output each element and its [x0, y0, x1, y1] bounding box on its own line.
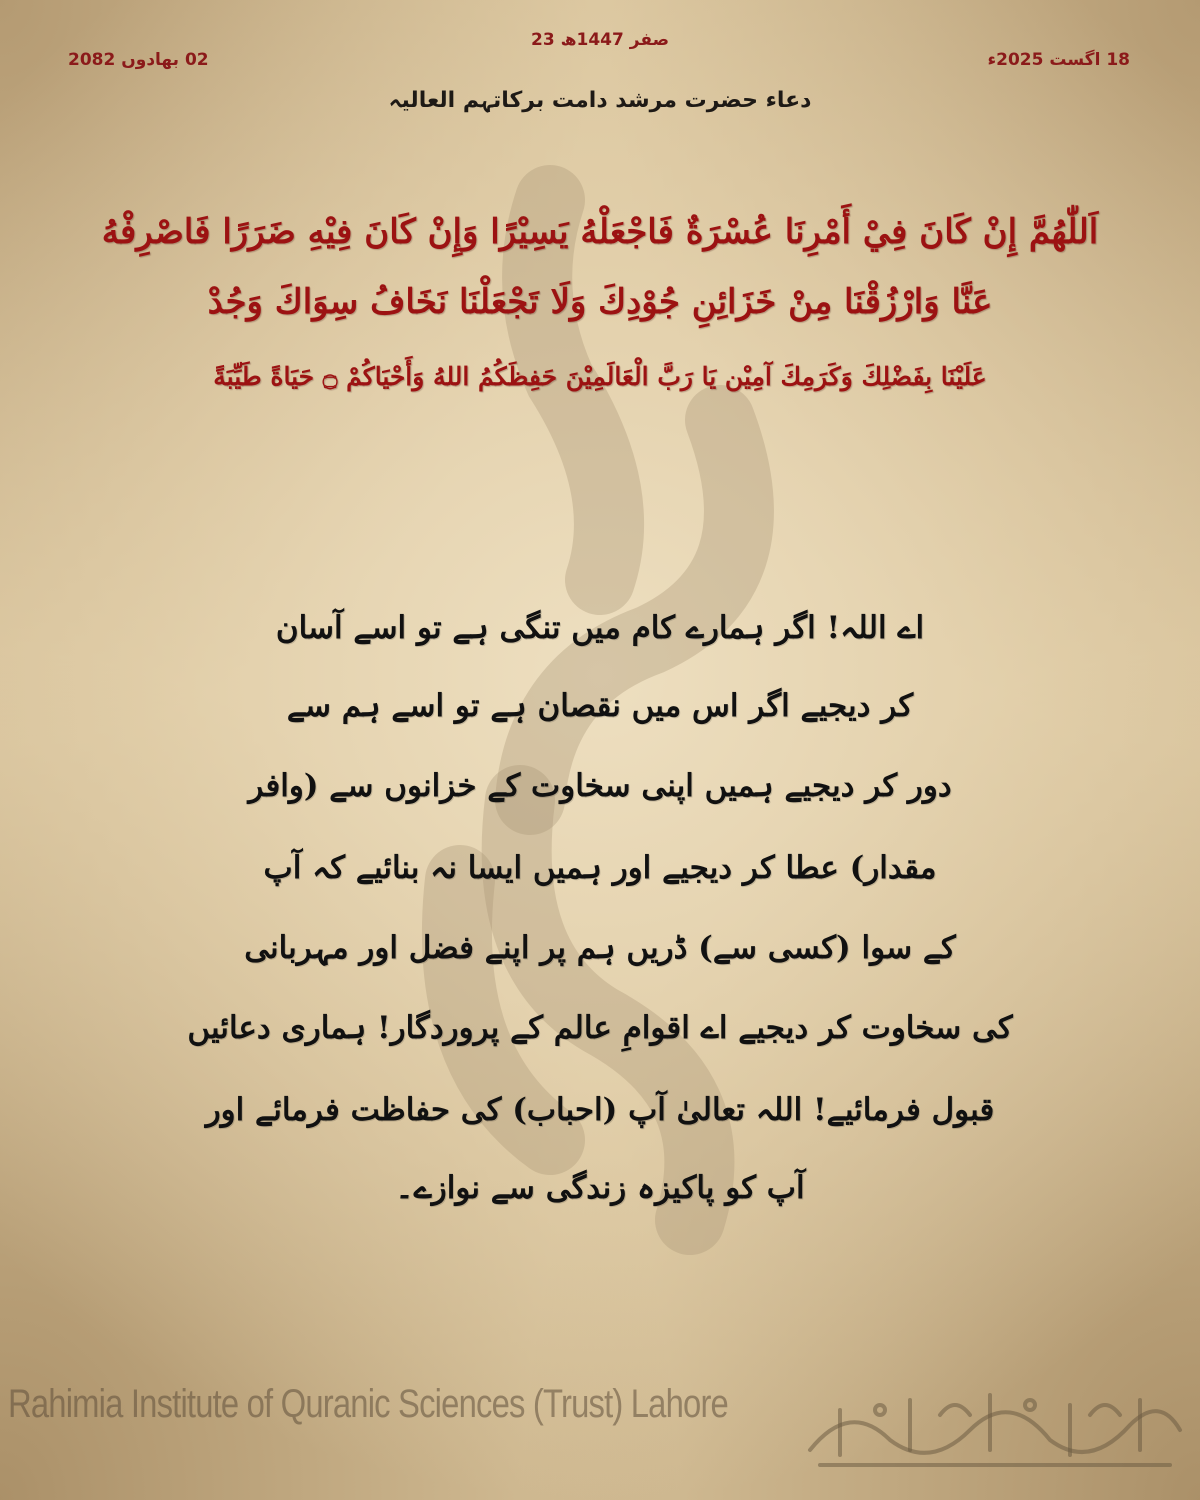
arabic-dua-line: اَللّٰهُمَّ إِنْ كَانَ فِيْ أَمْرِنَا عُسْرَةٌ فَاجْعَلْهُ يَسِيْرًا وَإِنْ كَانَ فِيْهِ ضَرَرًا فَاصْرِفْهُ — [101, 212, 1099, 252]
urdu-translation-line: کر دیجیے اگر اس میں نقصان ہے تو اسے ہم سے — [286, 688, 914, 724]
gregorian-date: 18 اگست 2025ء — [987, 50, 1130, 70]
urdu-translation-line: قبول فرمائیے! اللہ تعالیٰ آپ (احباب) کی حفاظت فرمائے اور — [205, 1092, 995, 1128]
arabic-dua-line: عَنَّا وَارْزُقْنَا مِنْ خَزَائِنِ جُوْدِكَ وَلَا تَجْعَلْنَا نَخَافُ سِوَاكَ وَجُدْ — [207, 282, 993, 322]
urdu-translation-line: کی سخاوت کر دیجیے اے اقوامِ عالم کے پروردگار! ہماری دعائیں — [187, 1010, 1013, 1046]
urdu-translation-line: کے سوا (کسی سے) ڈریں ہم پر اپنے فضل اور مہربانی — [244, 930, 956, 966]
institute-name: Rahimia Institute of Quranic Sciences (Trust) Lahore — [8, 1382, 728, 1426]
urdu-translation-line: اے اللہ! اگر ہمارے کام میں تنگی ہے تو اسے آسان — [275, 610, 925, 646]
urdu-translation-line: مقدار) عطا کر دیجیے اور ہمیں ایسا نہ بنائیے کہ آپ — [263, 850, 937, 886]
urdu-translation-line: دور کر دیجیے ہمیں اپنی سخاوت کے خزانوں سے (وافر — [248, 768, 952, 804]
urdu-translation-line: آپ کو پاکیزہ زندگی سے نوازے۔ — [395, 1170, 805, 1206]
bikrami-date: 02 بھادوں 2082 — [68, 50, 209, 70]
institute-logo-icon — [790, 1370, 1190, 1480]
hijri-date: 23 صفر 1447ھ — [531, 30, 669, 50]
page-title: دعاء حضرت مرشد دامت برکاتہم العالیہ — [388, 88, 812, 113]
arabic-dua-line: عَلَيْنَا بِفَضْلِكَ وَكَرَمِكَ آمِيْن يَا رَبَّ الْعَالَمِيْنَ حَفِظَكُمُ اللهُ وَأَحْيَاكُمْ ۝ حَيَاةً طَيِّبَةً — [213, 362, 987, 391]
